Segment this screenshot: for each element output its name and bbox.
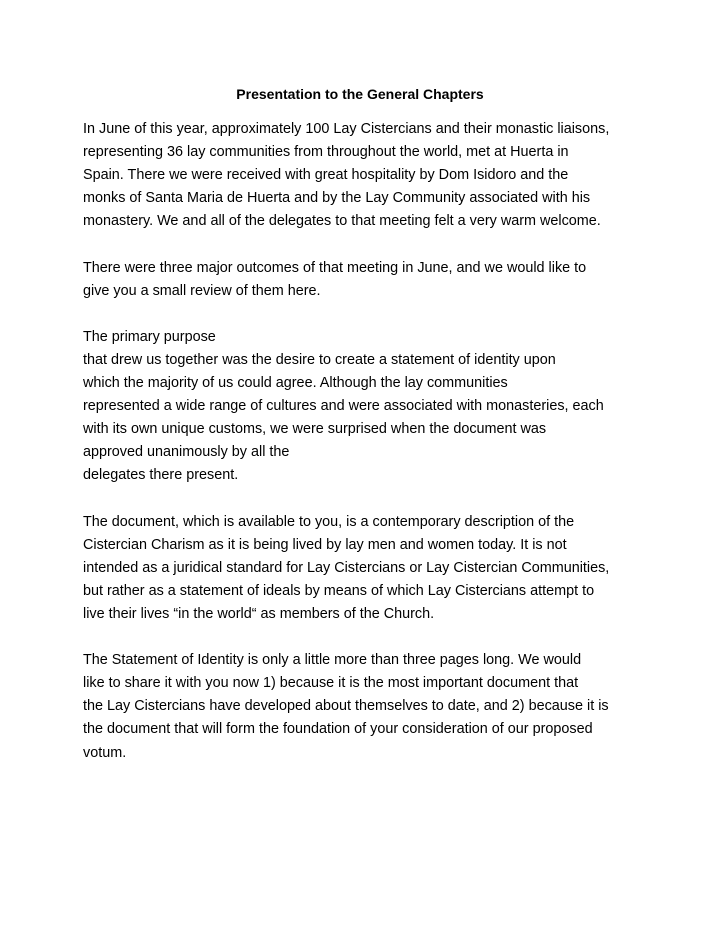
paragraph-5	[83, 649, 643, 764]
paragraph-1	[83, 118, 643, 233]
paragraph-line: give you a small review of them here.	[83, 282, 321, 299]
paragraph-line: which the majority of us could agree. Although the lay communities	[83, 375, 508, 392]
paragraph-line: votum.	[83, 744, 127, 761]
paragraph-line: live their lives “in the world“ as members of the Church.	[83, 605, 435, 622]
paragraph-line: but rather as a statement of ideals by means of which Lay Cistercians attempt to	[83, 582, 595, 599]
document-title: Presentation to the General Chapters	[236, 86, 484, 102]
paragraph-line: delegates there present.	[83, 467, 239, 484]
paragraph-line: represented a wide range of cultures and were associated with monasteries, each	[83, 398, 604, 415]
paragraph-line: like to share it with you now 1) because it is the most important document that	[83, 675, 579, 692]
paragraph-line: monastery. We and all of the delegates to that meeting felt a very warm welcome.	[83, 213, 601, 230]
paragraph-line: Spain. There we were received with great hospitality by Dom Isidoro and the	[83, 167, 569, 184]
document-body	[83, 118, 643, 788]
paragraph-2	[83, 257, 643, 303]
paragraph-line: There were three major outcomes of that meeting in June, and we would like to	[83, 259, 587, 276]
paragraph-line: In June of this year, approximately 100 Lay Cistercians and their monastic liaisons,	[83, 121, 610, 137]
paragraph-line: approved unanimously by all the	[83, 444, 290, 461]
paragraph-line: monks of Santa Maria de Huerta and by the Lay Community associated with his	[83, 190, 591, 207]
paragraph-line: the document that will form the foundation of your consideration of our proposed	[83, 721, 593, 738]
paragraph-line: that drew us together was the desire to create a statement of identity upon	[83, 351, 556, 368]
paragraph-line: The document, which is available to you, is a contemporary description of the	[83, 513, 575, 530]
paragraph-4	[83, 511, 643, 626]
paragraph-line: Cistercian Charism as it is being lived by lay men and women today. It is not	[83, 536, 567, 553]
paragraph-line: The primary purpose	[83, 328, 216, 345]
paragraph-line: with its own unique customs, we were surprised when the document was	[83, 421, 547, 438]
paragraph-line: intended as a juridical standard for Lay Cistercians or Lay Cistercian Communities,	[83, 559, 610, 576]
paragraph-3	[83, 326, 643, 488]
paragraph-line: representing 36 lay communities from throughout the world, met at Huerta in	[83, 144, 569, 161]
paragraph-line: the Lay Cistercians have developed about themselves to date, and 2) because it is	[83, 698, 609, 715]
paragraph-line: The Statement of Identity is only a little more than three pages long. We would	[83, 652, 582, 669]
